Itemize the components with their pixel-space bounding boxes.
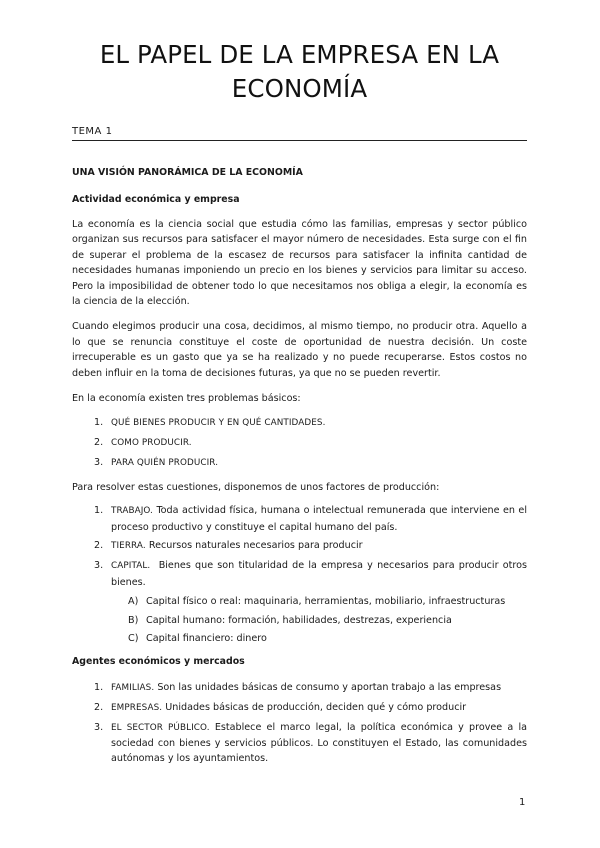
list-item: 3. CAPITAL. Bienes que son titularidad de la empresa y necesarios para producir otros bienes. xyxy=(94,560,527,588)
paragraph-economia: La economía es la ciencia social que estudia cómo las familias, empresas y sector público organizan sus recursos para satisfacer el mayor número de necesidades. Esta surge con el fin de superar el problema de la escasez de recursos para satisfacer la infinita cantidad de necesidades humanas imponiendo un precio en los bienes y servicios para limitar su acceso. Pero la imposibilidad de obtener todo lo que necesitamos nos obliga a elegir, la economía es la ciencia de la elección. xyxy=(72,219,527,308)
section-title: UNA VISIÓN PANORÁMICA DE LA ECONOMÍA xyxy=(72,167,303,178)
problems-list xyxy=(72,415,527,471)
list-item: 3. PARA QUIÉN PRODUCIR. xyxy=(94,457,219,469)
paragraph-factores-intro: Para resolver estas cuestiones, disponemos de unos factores de producción: xyxy=(72,481,440,493)
list-item: 2. TIERRA. Recursos naturales necesarios para producir xyxy=(94,540,363,552)
list-item: B) Capital humano: formación, habilidades, destrezas, experiencia xyxy=(128,614,452,626)
document-title: EL PAPEL DE LA EMPRESA EN LA ECONOMÍA xyxy=(99,40,500,103)
paragraph-coste-oportunidad: Cuando elegimos producir una cosa, decidimos, al mismo tiempo, no producir otra. Aquello a lo que se renuncia constituye el coste de oportunidad de nuestra decisión. Un coste irrecuperable es un gasto que ya se ha realizado y no puede recuperarse. Estos costos no deben influir en la toma de decisiones futuras, ya que no se pueden revertir. xyxy=(72,321,527,379)
factors-list xyxy=(72,503,527,590)
page-number: 1 xyxy=(519,797,526,808)
list-item: 3. EL SECTOR PÚBLICO. Establece el marco legal, la política económica y provee a la sociedad con bienes y servicios públicos. Lo constituyen el Estado, las comunidades autónomas y los ayuntamientos. xyxy=(94,721,528,765)
paragraph-problemas-intro: En la economía existen tres problemas básicos: xyxy=(72,393,301,405)
list-item: 1. FAMILIAS. Son las unidades básicas de consumo y aportan trabajo a las empresas xyxy=(94,681,502,693)
subheading-actividad: Actividad económica y empresa xyxy=(72,194,240,205)
list-item: 1. QUÉ BIENES PRODUCIR Y EN QUÉ CANTIDADES. xyxy=(94,417,326,429)
tema-label: TEMA 1 xyxy=(72,126,527,141)
list-item: A) Capital físico o real: maquinaria, herramientas, mobiliario, infraestructuras xyxy=(128,595,506,607)
list-item: 1. TRABAJO. Toda actividad física, humana o intelectual remunerada que interviene en el proceso productivo y constituye el capital humano del país. xyxy=(94,505,527,533)
document-page xyxy=(72,0,527,770)
list-item: 2. EMPRESAS. Unidades básicas de producción, deciden qué y cómo producir xyxy=(94,701,467,713)
capital-types-list xyxy=(72,594,527,647)
list-item: 2. COMO PRODUCIR. xyxy=(94,437,192,449)
list-item: C) Capital financiero: dinero xyxy=(128,633,267,645)
subheading-agentes: Agentes económicos y mercados xyxy=(72,655,245,667)
agents-list xyxy=(72,680,527,767)
